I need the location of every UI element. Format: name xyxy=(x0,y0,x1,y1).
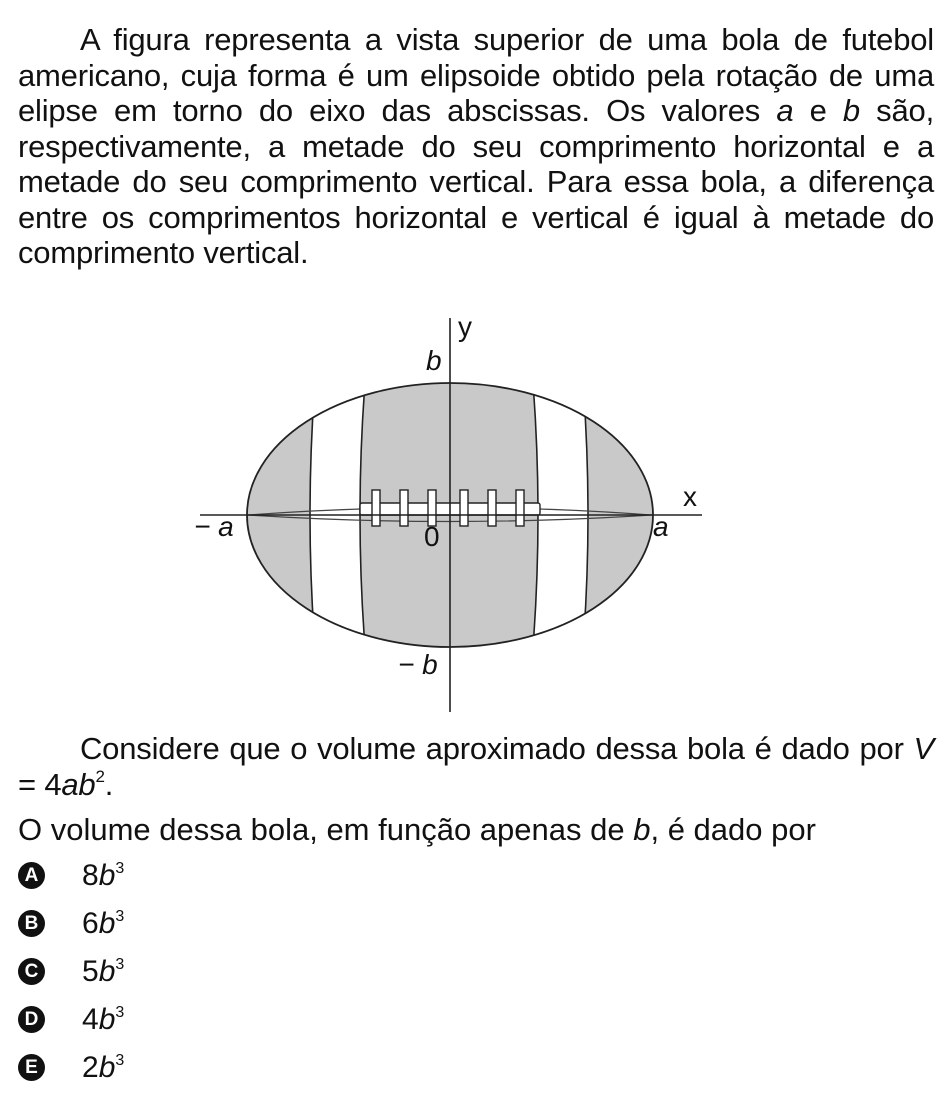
consider-paragraph xyxy=(18,731,934,802)
formula-end: . xyxy=(104,766,114,802)
option-d-coef: 4 xyxy=(82,1003,99,1036)
option-b-exp: 3 xyxy=(115,908,125,925)
label-a: a xyxy=(653,511,669,542)
option-e-var: b xyxy=(98,1051,116,1084)
question-text-before: O volume dessa bola, em função apenas de xyxy=(18,812,634,847)
formula-eq: = 4 xyxy=(18,766,62,802)
lace-1 xyxy=(372,490,380,526)
label-b: b xyxy=(426,345,442,376)
option-c-text xyxy=(82,954,124,990)
option-c-exp: 3 xyxy=(115,956,125,973)
option-d-exp: 3 xyxy=(115,1004,125,1021)
intro-paragraph xyxy=(18,22,934,271)
option-c-var: b xyxy=(98,955,116,988)
ball-panels xyxy=(240,370,670,670)
football-figure xyxy=(180,310,740,715)
formula-exponent: 2 xyxy=(95,766,105,786)
question-text-after: , é dado por xyxy=(650,812,816,847)
lace-5 xyxy=(488,490,496,526)
option-a-badge: A xyxy=(18,862,45,889)
label-minus-b: − b xyxy=(398,649,438,680)
option-b-coef: 6 xyxy=(82,907,99,940)
intro-var-b: b xyxy=(842,93,860,128)
x-axis-label: x xyxy=(683,481,697,512)
consider-text: Considere que o volume aproximado dessa bola é dado por xyxy=(80,731,914,766)
intro-text-3: são, respectivamente, a metade do seu comprimento horizontal e a metade do seu comprimento vertical. Para essa bola, a diferença entre os comprimentos horizontal e vertical é igual à metade do comprimento vertical. xyxy=(18,93,934,270)
lace-2 xyxy=(400,490,408,526)
option-a-coef: 8 xyxy=(82,859,99,892)
option-d-var: b xyxy=(98,1003,116,1036)
label-origin: 0 xyxy=(424,521,440,552)
intro-text-2: e xyxy=(793,93,843,128)
ball-fill xyxy=(240,370,670,670)
option-e-text xyxy=(82,1050,124,1086)
y-axis-label: y xyxy=(458,311,472,342)
lace-6 xyxy=(516,490,524,526)
option-c-badge: C xyxy=(18,958,45,985)
formula-ab: ab xyxy=(61,766,96,802)
option-e-coef: 2 xyxy=(82,1051,99,1084)
question-text xyxy=(18,812,950,847)
intro-text-1: A figura representa a vista superior de uma bola de futebol americano, cuja forma é um elipsoide obtido pela rotação de uma elipse em torno do eixo das abscissas. Os valores xyxy=(18,22,934,128)
formula-v: V xyxy=(913,731,934,766)
option-d-badge: D xyxy=(18,1006,45,1033)
option-b-text xyxy=(82,906,124,942)
option-a-exp: 3 xyxy=(115,860,125,877)
label-minus-a: − a xyxy=(194,511,234,542)
option-a-var: b xyxy=(98,859,116,892)
intro-var-a: a xyxy=(776,93,794,128)
option-b-badge: B xyxy=(18,910,45,937)
option-c-coef: 5 xyxy=(82,955,99,988)
question-var-b: b xyxy=(633,812,651,847)
option-b-var: b xyxy=(98,907,116,940)
option-e-exp: 3 xyxy=(115,1052,125,1069)
option-d-text xyxy=(82,1002,124,1038)
option-e-badge: E xyxy=(18,1054,45,1081)
lace-4 xyxy=(460,490,468,526)
football-diagram xyxy=(180,310,740,715)
option-a-text xyxy=(82,858,124,894)
